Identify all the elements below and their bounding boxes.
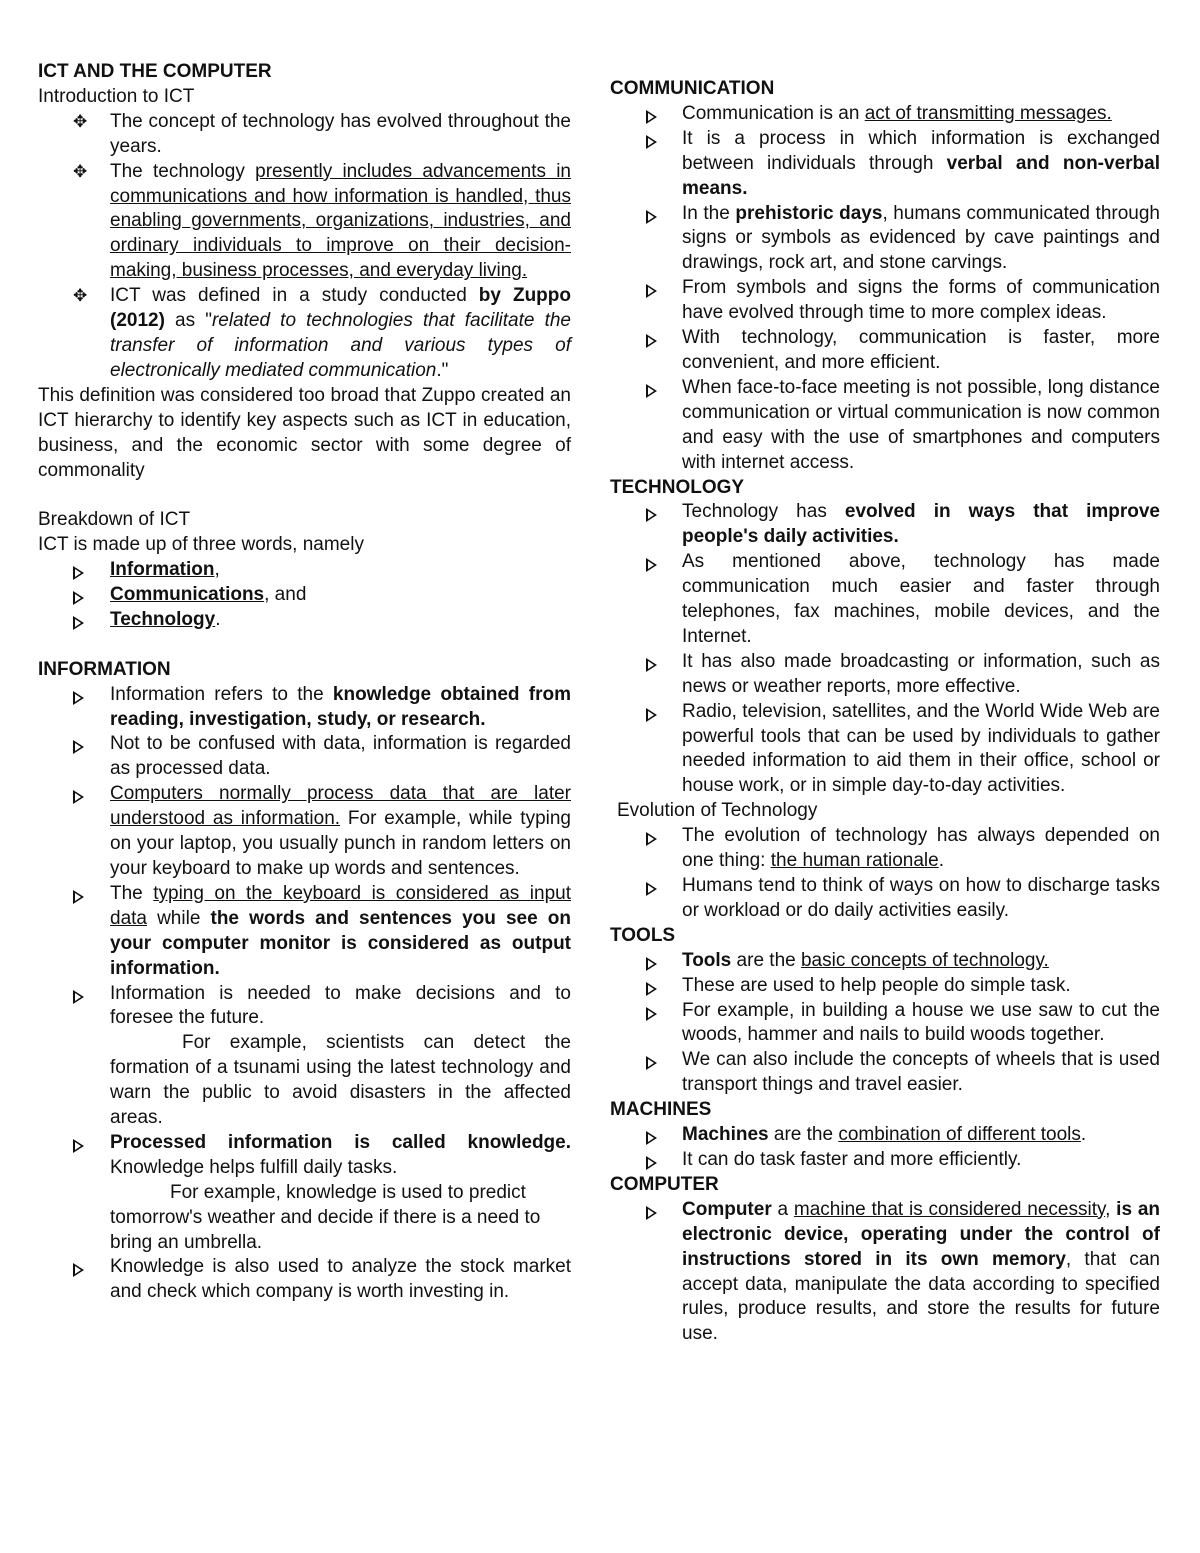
triangle-bullet-icon	[73, 1131, 95, 1156]
list-item: When face-to-face meeting is not possible, long distance communication or virtual communication is now common and easy with the use of smartphones and computers with internet access.	[610, 376, 1160, 476]
list-item: Processed information is called knowledge. Knowledge helps fulfill daily tasks.	[38, 1131, 571, 1181]
tsunami-example: For example, scientists can detect the formation of a tsunami using the latest technology and warn the public to avoid disasters in the affected areas.	[110, 1032, 571, 1129]
tools-list	[610, 949, 1160, 1098]
list-item: Technology has evolved in ways that improve people's daily activities.	[610, 500, 1160, 550]
triangle-bullet-icon	[646, 500, 668, 525]
information-heading: INFORMATION	[38, 658, 171, 680]
evolution-heading: Evolution of Technology	[617, 800, 818, 822]
triangle-bullet-icon	[646, 650, 668, 675]
triangle-bullet-icon	[73, 882, 95, 907]
list-item: As mentioned above, technology has made communication much easier and faster through telephones, fax machines, mobile devices, and the Internet.	[610, 550, 1160, 650]
triangle-bullet-icon	[73, 782, 95, 807]
machines-list	[610, 1123, 1160, 1173]
triangle-bullet-icon	[646, 874, 668, 899]
list-item: Technology.	[38, 608, 571, 633]
list-item	[38, 160, 571, 285]
list-item-text: ICT was defined in a study conducted by Zuppo (2012) as "related to technologies that facilitate the transfer of information and various types of electronically mediated communication."	[110, 285, 571, 381]
triangle-bullet-icon	[646, 1048, 668, 1073]
triangle-bullet-icon	[646, 102, 668, 127]
list-item: Computer a machine that is considered necessity, is an electronic device, operating under the control of instructions stored in its own memory, that can accept data, manipulate the data according to specified rules, produce results, and store the results for future use.	[610, 1198, 1160, 1347]
triangle-bullet-icon	[73, 683, 95, 708]
triangle-bullet-icon	[646, 550, 668, 575]
list-item: Tools are the basic concepts of technology.	[610, 949, 1160, 974]
list-item: With technology, communication is faster, more convenient, and more efficient.	[610, 326, 1160, 376]
list-item: Knowledge is also used to analyze the stock market and check which company is worth investing in.	[38, 1255, 571, 1305]
evolution-list	[610, 824, 1160, 924]
list-item: It can do task faster and more efficiently.	[610, 1148, 1160, 1173]
list-item-text: The technology presently includes advancements in communications and how information is handled, thus enabling governments, organizations, industries, and ordinary individuals to improve on their decision-making, business processes, and everyday living.	[110, 160, 571, 282]
triangle-bullet-icon	[73, 583, 95, 608]
triangle-bullet-icon	[646, 202, 668, 227]
communication-list	[610, 102, 1160, 476]
list-item: Humans tend to think of ways on how to discharge tasks or workload or do daily activities easily.	[610, 874, 1160, 924]
breakdown-list	[38, 558, 571, 633]
triangle-bullet-icon	[73, 732, 95, 757]
list-item: Computers normally process data that are later understood as information. For example, while typing on your laptop, you usually punch in random letters on your keyboard to make up words and sentences.	[38, 782, 571, 882]
diamond-bullet-icon: ✥	[73, 161, 88, 181]
triangle-bullet-icon	[73, 982, 95, 1007]
left-column	[38, 60, 571, 1305]
breakdown-intro: ICT is made up of three words, namely	[38, 534, 364, 556]
list-item: Communications, and	[38, 583, 571, 608]
triangle-bullet-icon	[646, 824, 668, 849]
diamond-bullet-icon: ✥	[73, 286, 88, 306]
triangle-bullet-icon	[73, 558, 95, 583]
list-item: Communication is an act of transmitting messages.	[610, 102, 1160, 127]
list-item: We can also include the concepts of wheels that is used transport things and travel easier.	[610, 1048, 1160, 1098]
list-item: ✥ The concept of technology has evolved throughout the years.	[73, 110, 571, 157]
list-item: In the prehistoric days, humans communicated through signs or symbols as evidenced by cave paintings and drawings, rock art, and stone carvings.	[610, 202, 1160, 277]
list-item: Information is needed to make decisions and to foresee the future.	[38, 982, 571, 1032]
triangle-bullet-icon	[646, 326, 668, 351]
list-item: From symbols and signs the forms of communication have evolved through time to more complex ideas.	[610, 276, 1160, 326]
technology-list	[610, 500, 1160, 799]
intro-heading: Introduction to ICT	[38, 85, 195, 107]
information-list-end	[38, 1255, 571, 1305]
list-item: Information refers to the knowledge obtained from reading, investigation, study, or research.	[38, 683, 571, 733]
triangle-bullet-icon	[646, 700, 668, 725]
list-item: These are used to help people do simple task.	[610, 974, 1160, 999]
list-item	[38, 284, 571, 384]
diamond-bullet-icon: ✥	[73, 111, 88, 131]
list-item: Not to be confused with data, information is regarded as processed data.	[38, 732, 571, 782]
triangle-bullet-icon	[646, 1198, 668, 1223]
list-item: Machines are the combination of different tools.	[610, 1123, 1160, 1148]
list-item: The typing on the keyboard is considered as input data while the words and sentences you see on your computer monitor is considered as output information.	[38, 882, 571, 982]
list-item: Information,	[38, 558, 571, 583]
triangle-bullet-icon	[646, 376, 668, 401]
triangle-bullet-icon	[646, 1123, 668, 1148]
breakdown-heading: Breakdown of ICT	[38, 509, 191, 531]
triangle-bullet-icon	[646, 999, 668, 1024]
triangle-bullet-icon	[646, 949, 668, 974]
computer-heading: COMPUTER	[610, 1173, 719, 1195]
communication-heading: COMMUNICATION	[610, 78, 775, 99]
right-column	[610, 77, 1160, 1347]
computer-list	[610, 1198, 1160, 1347]
intro-list	[38, 110, 571, 384]
list-item: The evolution of technology has always depended on one thing: the human rationale.	[610, 824, 1160, 874]
document-title: ICT AND THE COMPUTER	[38, 61, 272, 82]
technology-heading: TECHNOLOGY	[610, 476, 745, 498]
tools-heading: TOOLS	[610, 924, 676, 946]
list-item: It has also made broadcasting or information, such as news or weather reports, more effective.	[610, 650, 1160, 700]
weather-example: For example, knowledge is used to predict tomorrow's weather and decide if there is a need to bring an umbrella.	[110, 1181, 541, 1253]
triangle-bullet-icon	[646, 276, 668, 301]
list-item: For example, in building a house we use saw to cut the woods, hammer and nails to build woods together.	[610, 999, 1160, 1049]
triangle-bullet-icon	[646, 127, 668, 152]
information-list	[38, 683, 571, 1032]
triangle-bullet-icon	[73, 1255, 95, 1280]
information-list-cont	[38, 1131, 571, 1181]
triangle-bullet-icon	[646, 1148, 668, 1173]
list-item: Radio, television, satellites, and the World Wide Web are powerful tools that can be used by individuals to gather needed information to aid them in their office, school or house work, or in simple day-to-day activities.	[610, 700, 1160, 800]
definition-paragraph: This definition was considered too broad that Zuppo created an ICT hierarchy to identify key aspects such as ICT in education, business, and the economic sector with some degree of commonality	[38, 384, 571, 481]
triangle-bullet-icon	[646, 974, 668, 999]
machines-heading: MACHINES	[610, 1099, 712, 1121]
list-item: It is a process in which information is exchanged between individuals through verbal and non-verbal means.	[610, 127, 1160, 202]
triangle-bullet-icon	[73, 608, 95, 633]
